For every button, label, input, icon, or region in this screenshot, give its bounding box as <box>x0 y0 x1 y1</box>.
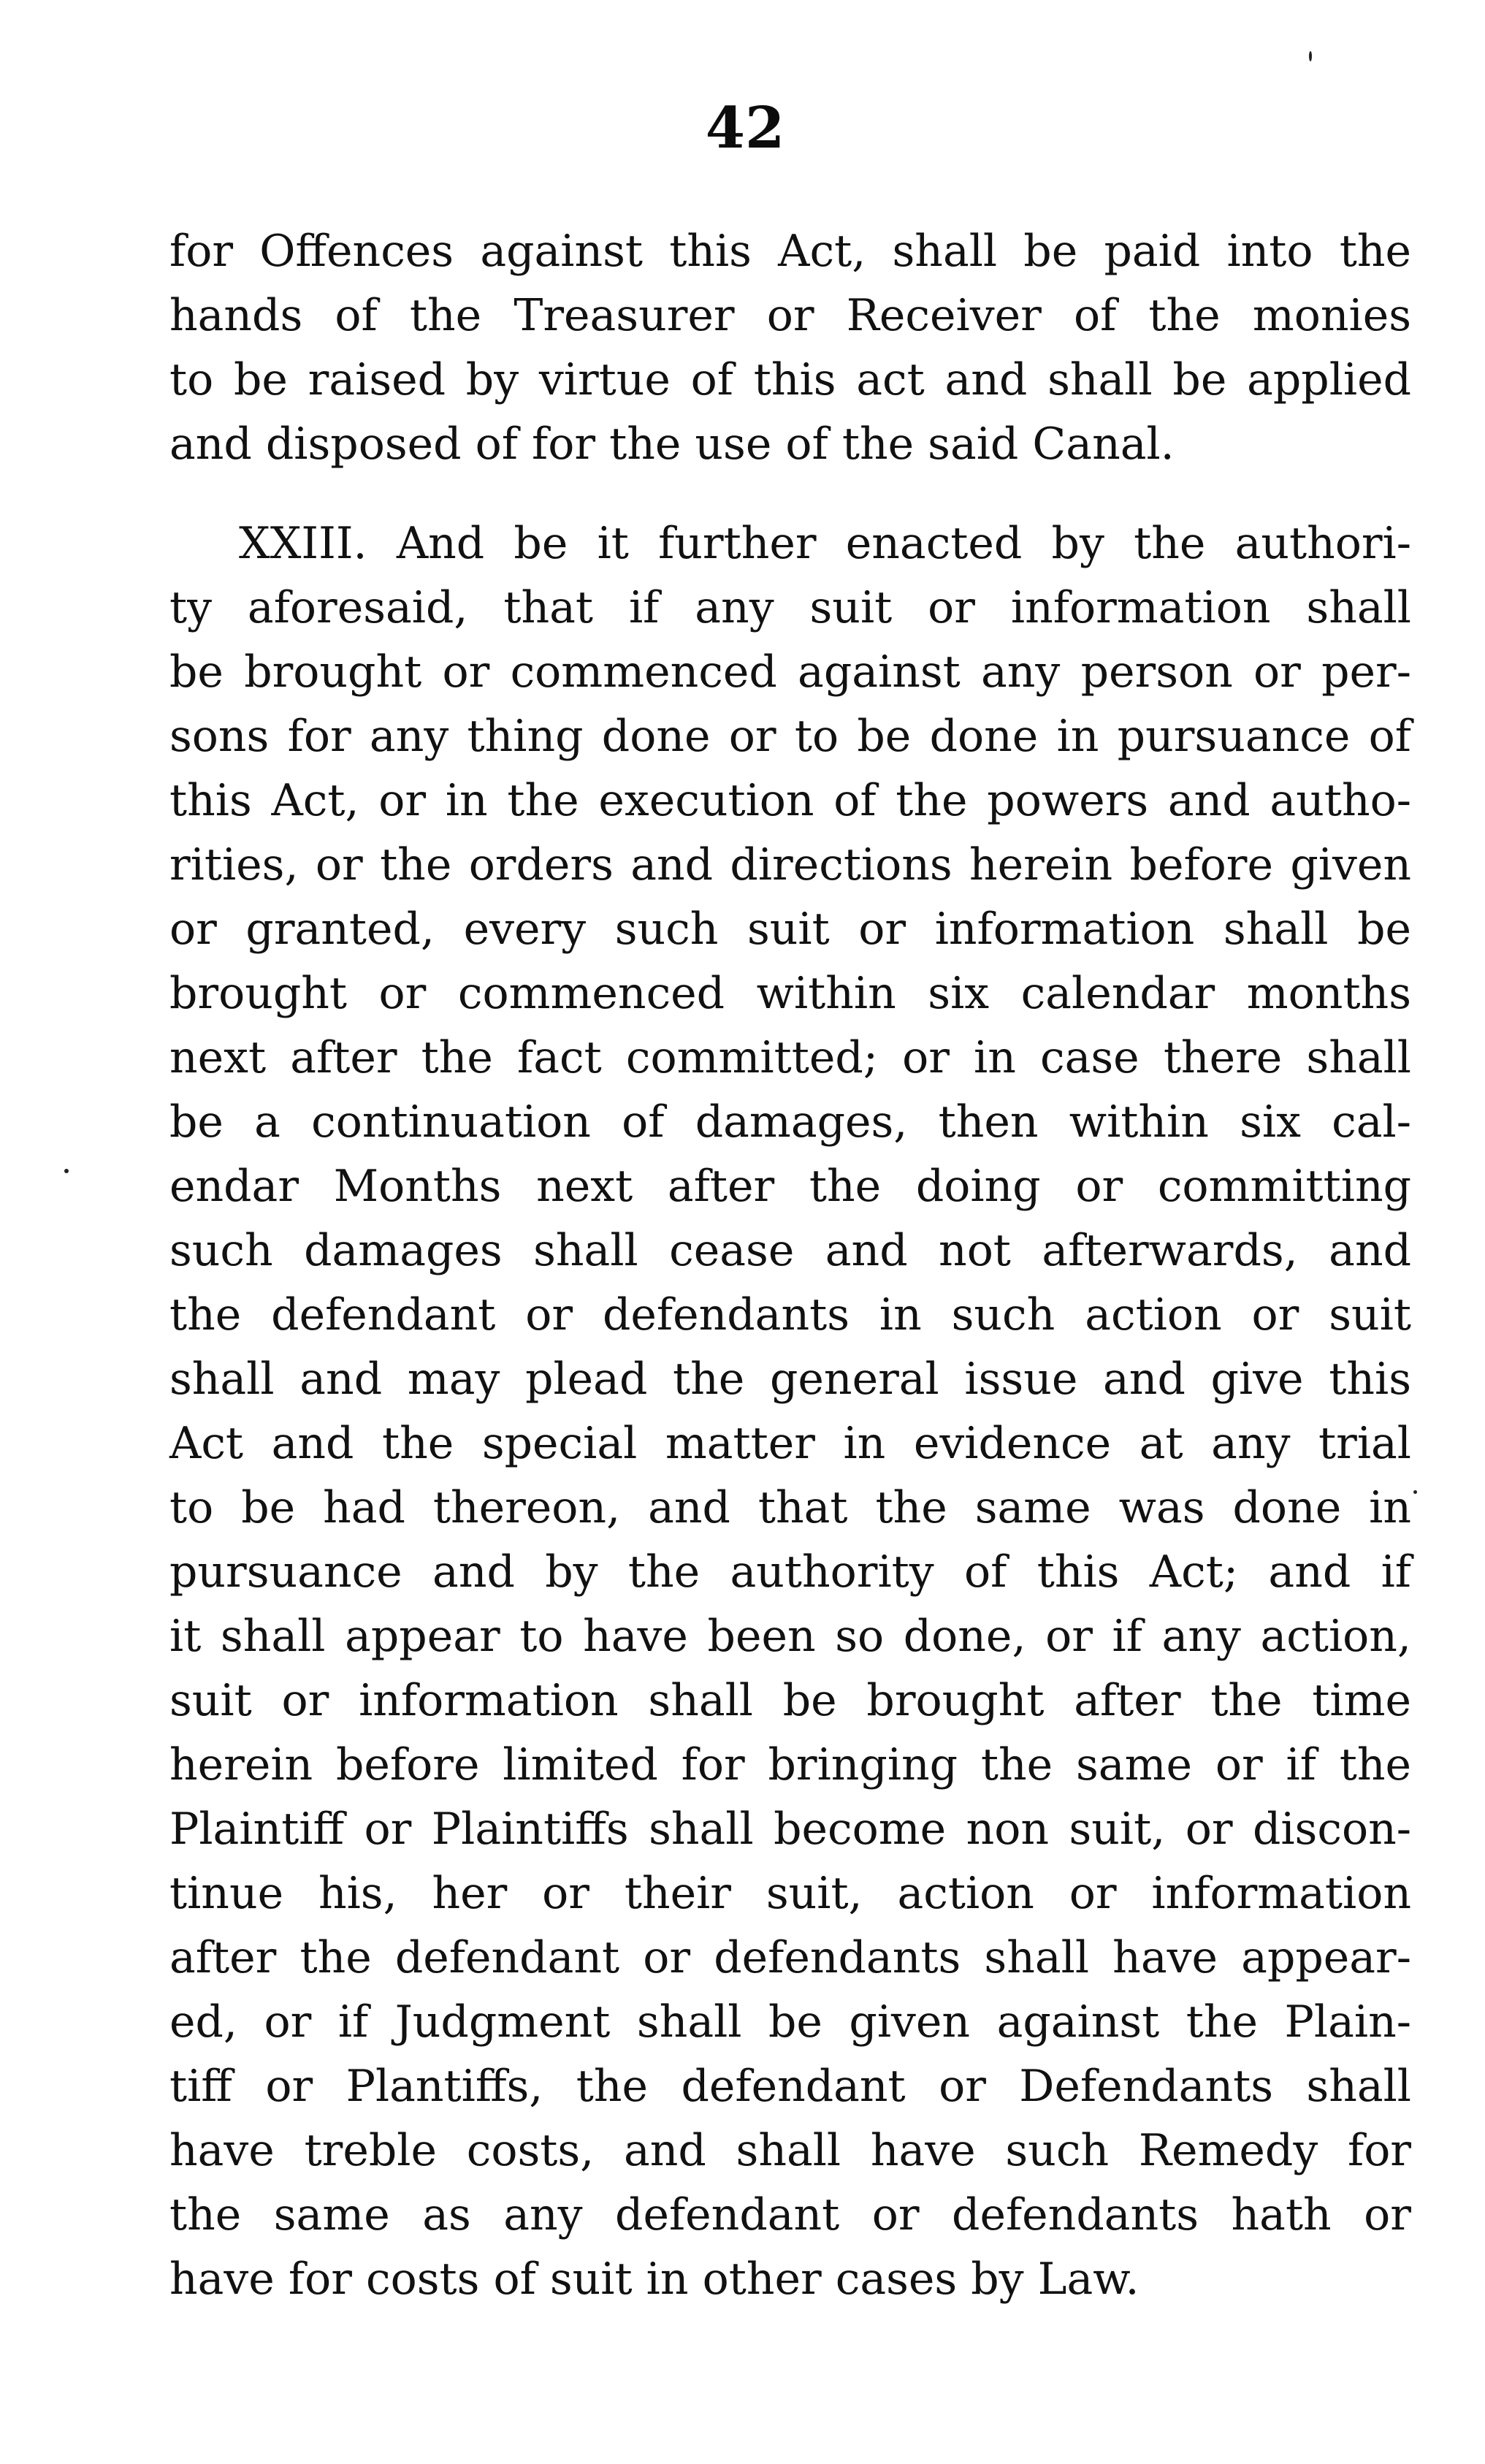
text-line: ty aforesaid, that if any suit or information shall <box>169 582 1411 633</box>
text-line: ed, or if Judgment shall be given against the Plain- <box>169 1996 1411 2048</box>
page-number: 42 <box>705 95 785 161</box>
print-speck <box>64 1169 69 1173</box>
print-speck <box>1413 1490 1417 1494</box>
text-line: sons for any thing done or to be done in pursuance of <box>169 711 1411 762</box>
text-line: rities, or the orders and directions herein before given <box>169 839 1411 890</box>
text-line: tinue his, her or their suit, action or information <box>169 1868 1411 1919</box>
text-line: and disposed of for the use of the said Canal. <box>169 419 1175 470</box>
text-line: or granted, every such suit or information shall be <box>169 904 1411 955</box>
text-line: shall and may plead the general issue and give this <box>169 1354 1411 1405</box>
text-line: be a continuation of damages, then within six cal- <box>169 1096 1411 1148</box>
text-line: next after the fact committed; or in case there shall <box>169 1032 1411 1083</box>
text-line: tiff or Plantiffs, the defendant or Defendants shall <box>169 2061 1411 2112</box>
text-line: to be raised by virtue of this act and shall be applied <box>169 354 1411 405</box>
paragraph-1 <box>169 219 1411 476</box>
text-line: after the defendant or defendants shall have appear- <box>169 1932 1411 1983</box>
text-line: hands of the Treasurer or Receiver of the monies <box>169 290 1411 341</box>
text-line: such damages shall cease and not afterwards, and <box>169 1225 1411 1276</box>
text-line: herein before limited for bringing the same or if the <box>169 1739 1411 1790</box>
paragraph-2 <box>169 511 1411 2311</box>
text-line: this Act, or in the execution of the powers and autho- <box>169 775 1411 826</box>
print-speck <box>1309 51 1312 61</box>
text-line: brought or commenced within six calendar months <box>169 968 1411 1019</box>
text-line: for Offences against this Act, shall be paid into the <box>169 226 1411 277</box>
text-line: be brought or commenced against any person or per- <box>169 646 1411 698</box>
text-line: the same as any defendant or defendants hath or <box>169 2189 1411 2240</box>
text-line: pursuance and by the authority of this Act; and if <box>169 1546 1411 1598</box>
text-line: Plaintiff or Plaintiffs shall become non suit, or discon- <box>169 1804 1411 1855</box>
text-line: suit or information shall be brought after the time <box>169 1675 1411 1726</box>
text-line: to be had thereon, and that the same was done in <box>169 1482 1411 1533</box>
text-line: XXIII. And be it further enacted by the authori- <box>239 518 1411 569</box>
text-line: Act and the special matter in evidence at any trial <box>169 1418 1411 1469</box>
text-line: the defendant or defendants in such action or suit <box>169 1289 1411 1340</box>
text-line: endar Months next after the doing or committing <box>169 1161 1411 1212</box>
text-line: have for costs of suit in other cases by Law. <box>169 2254 1139 2305</box>
text-line: it shall appear to have been so done, or if any action, <box>169 1611 1411 1662</box>
text-line: have treble costs, and shall have such Remedy for <box>169 2125 1411 2176</box>
